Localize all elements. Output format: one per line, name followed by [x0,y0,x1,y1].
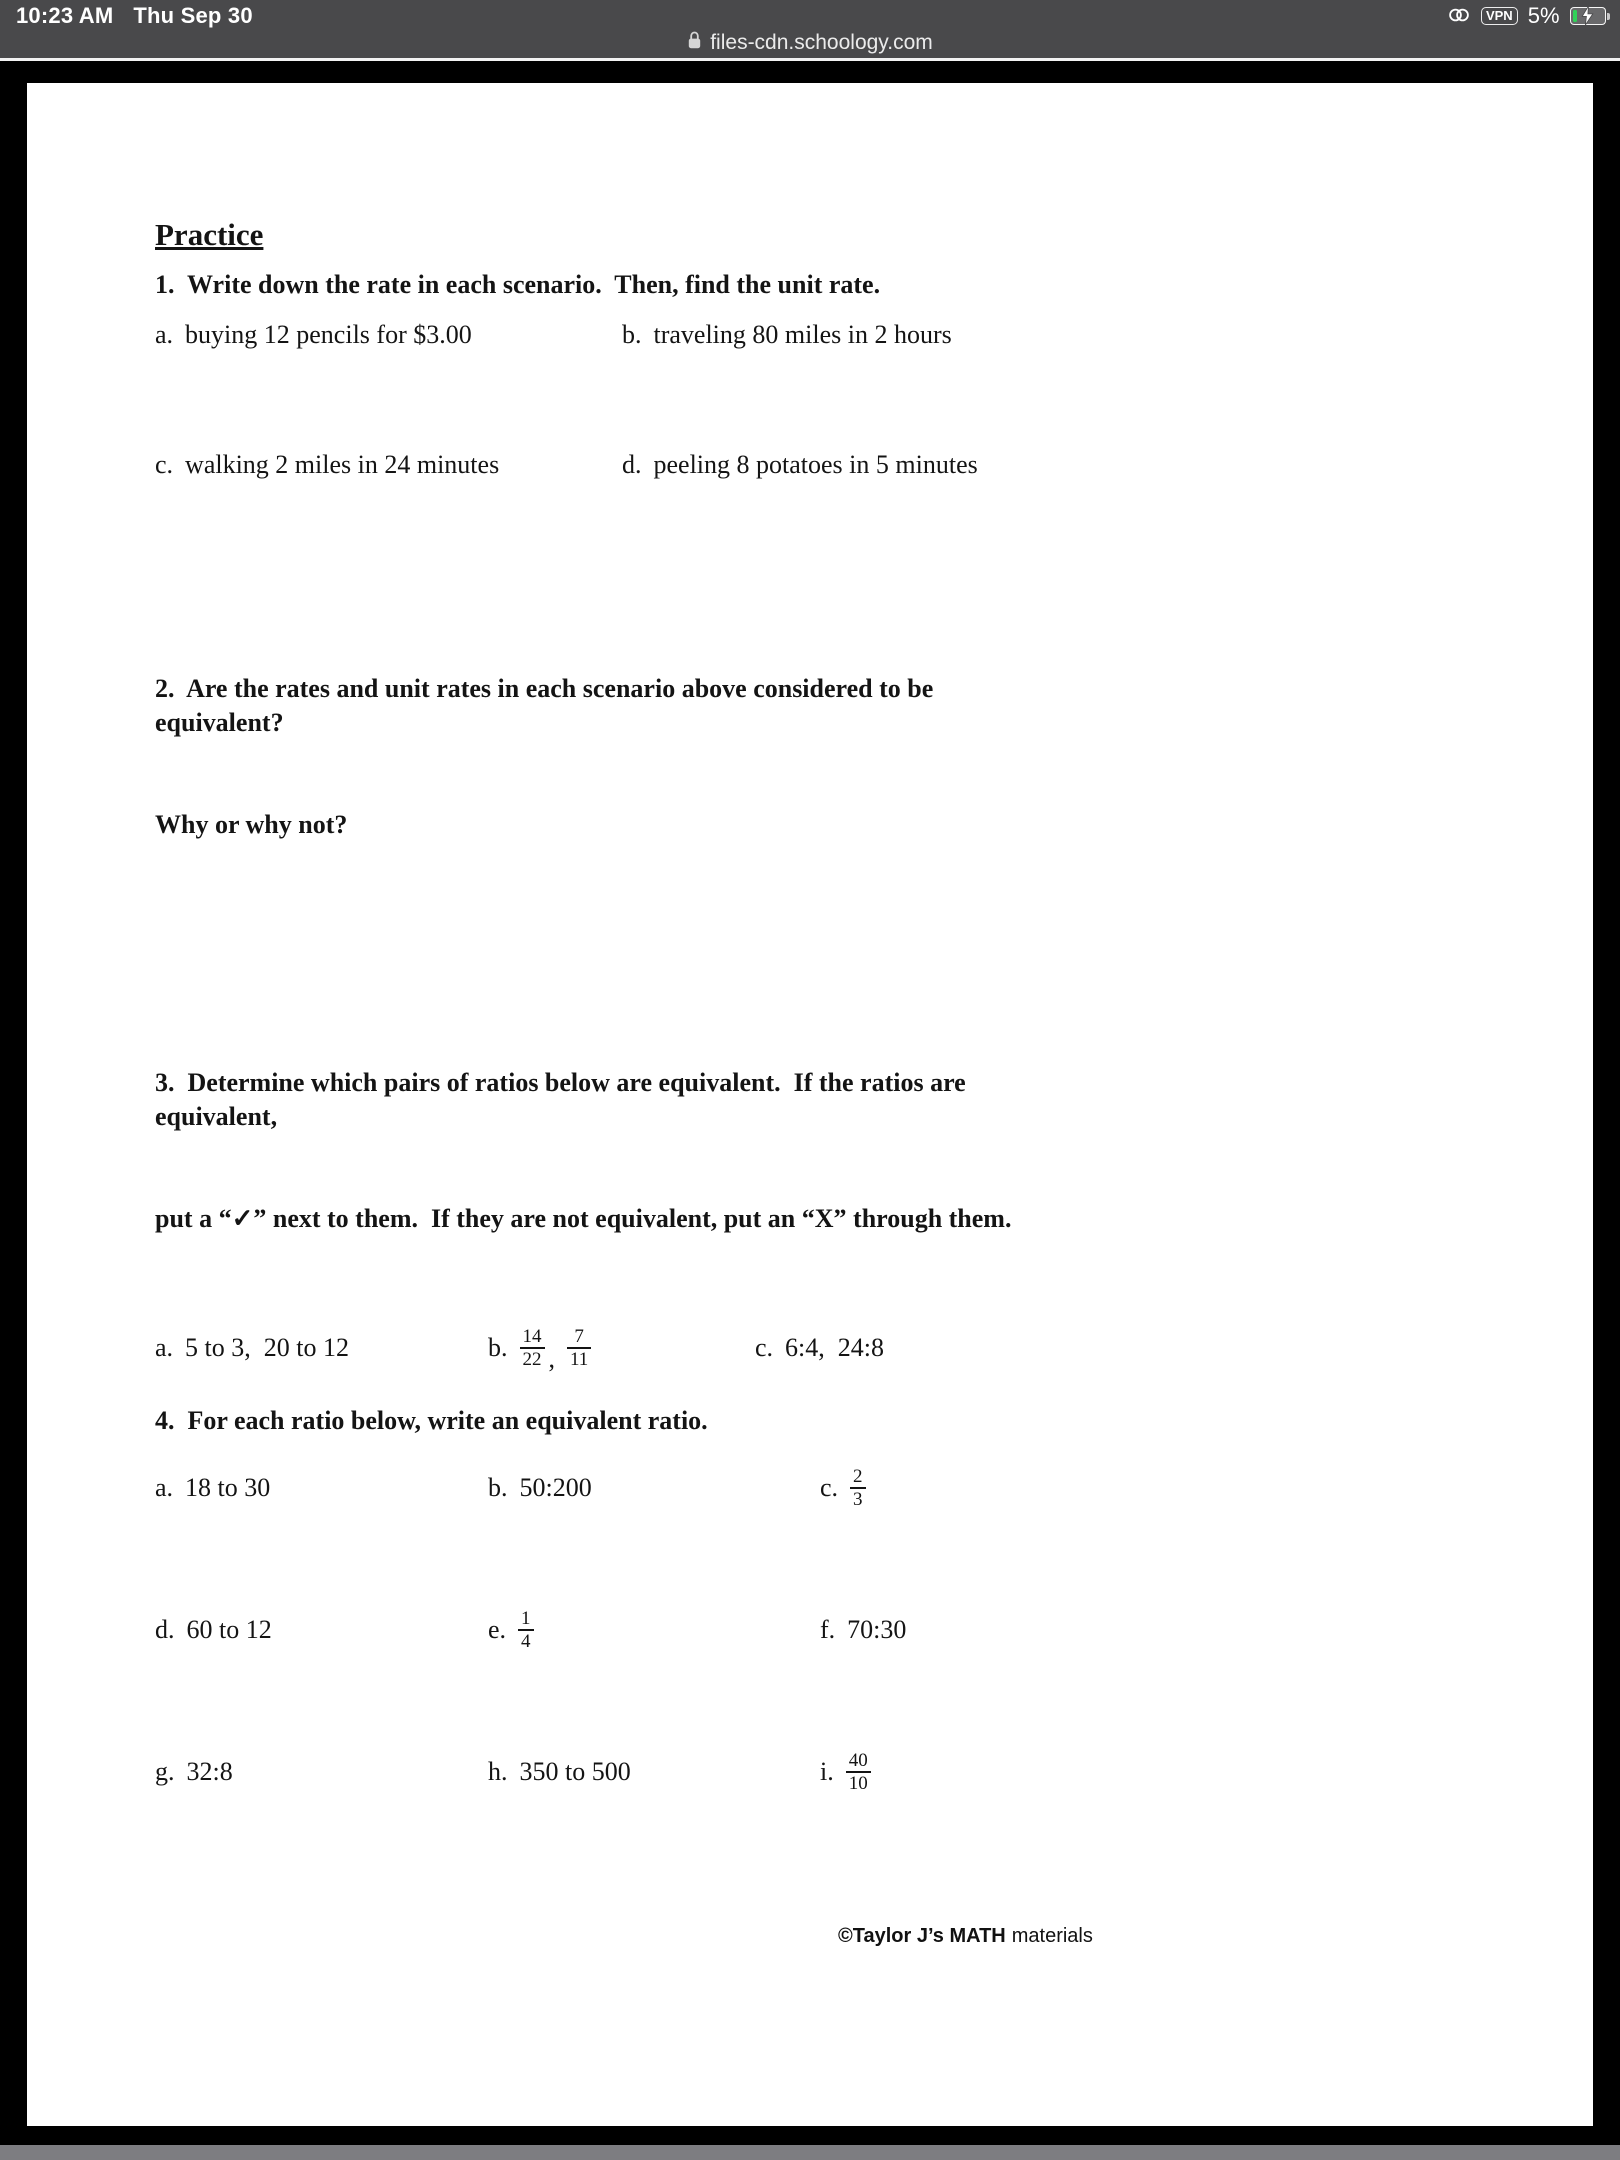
fraction-numerator: 40 [848,1750,868,1771]
item-text: 18 to 30 [185,1473,271,1502]
comma-separator: , [548,1344,555,1373]
question-4-row-def [155,1602,1543,1658]
question-1-row-cd [155,448,1543,482]
item-label: i. [820,1757,834,1786]
fraction-denominator: 22 [520,1347,545,1370]
fraction [846,1750,871,1794]
question-4-row-ghi [155,1744,1543,1800]
q4-item-g [155,1744,233,1800]
q4-item-d [155,1602,272,1658]
q1-item-d [622,448,978,482]
q3-item-b [488,1320,591,1376]
item-label: a. [155,1473,174,1502]
fraction-denominator: 10 [846,1771,871,1794]
item-text: 6:4, 24:8 [785,1333,884,1362]
copyright-suffix: materials [1011,1925,1093,1947]
item-label: b. [488,1473,508,1502]
item-label: h. [488,1757,508,1786]
q4-item-c [820,1460,866,1516]
address-bar[interactable] [0,29,1620,57]
url-domain: files-cdn.schoology.com [710,31,933,54]
item-label: b. [488,1333,508,1362]
item-text: peeling 8 potatoes in 5 minutes [653,450,978,479]
fraction-numerator: 1 [521,1608,531,1629]
item-label: e. [488,1615,507,1644]
item-text: 70:30 [847,1615,907,1644]
battery-percent: 5% [1527,3,1560,28]
q2-line-2: Why or why not? [155,810,348,839]
item-text: traveling 80 miles in 2 hours [653,320,952,349]
worksheet-title: Practice [155,217,264,252]
item-label: b. [622,320,642,349]
q1-item-b [622,318,952,352]
q1-item-a [155,318,472,352]
question-3-row [155,1320,1543,1376]
item-label: c. [755,1333,774,1362]
item-text: walking 2 miles in 24 minutes [185,450,500,479]
bottom-bar [0,2145,1620,2160]
fraction-numerator: 2 [853,1466,863,1487]
q4-item-a [155,1460,270,1516]
item-label: a. [155,1333,174,1362]
fraction [567,1326,591,1370]
item-text: 350 to 500 [519,1757,631,1786]
item-text: 60 to 12 [186,1615,272,1644]
q4-item-e [488,1602,534,1658]
top-bar [0,0,1620,58]
item-text: 32:8 [186,1757,233,1786]
charging-bolt-icon [1581,6,1594,25]
item-text: 5 to 3, 20 to 12 [185,1333,349,1362]
item-label: a. [155,320,174,349]
q1-item-c [155,448,499,482]
q4-item-h [488,1744,631,1800]
item-label: c. [155,450,174,479]
item-label: d. [155,1615,175,1644]
fraction-numerator: 7 [574,1326,584,1347]
q3-item-a [155,1320,349,1376]
q2-line-1: 2. Are the rates and unit rates in each scenario above considered to be equivalent? [155,674,940,737]
fraction [850,1466,866,1510]
item-text: buying 12 pencils for $3.00 [185,320,472,349]
hotspot-icon [1447,3,1471,29]
question-4-row-abc [155,1460,1543,1516]
item-label: d. [622,450,642,479]
worksheet-content [155,218,1543,1948]
q3-line-1: 3. Determine which pairs of ratios below are equivalent. If the ratios are equivalent, [155,1068,973,1131]
copyright-footer [838,1924,1543,1948]
item-label: c. [820,1473,839,1502]
lock-icon [687,30,702,56]
fraction-denominator: 3 [850,1487,866,1510]
fraction [518,1608,534,1652]
status-bar [0,2,1620,30]
vpn-badge: VPN [1481,7,1518,25]
question-1-prompt: 1. Write down the rate in each scenario. Then, find the unit rate. [155,270,881,299]
question-2-prompt [155,604,1055,910]
fraction-denominator: 11 [567,1347,591,1370]
copyright-brand: ©Taylor J’s MATH [838,1925,1006,1947]
q4-item-b [488,1460,592,1516]
fraction-denominator: 4 [518,1629,534,1652]
fraction-numerator: 14 [522,1326,542,1347]
document-page[interactable] [27,83,1593,2126]
toolbar-divider [0,58,1620,61]
question-4-prompt: 4. For each ratio below, write an equivalent ratio. [155,1406,708,1435]
fraction [520,1326,545,1370]
clock: 10:23 AM [16,3,114,28]
battery-charging-icon [1570,7,1611,25]
item-label: g. [155,1757,175,1786]
question-1-row-ab [155,318,1543,352]
item-text: 50:200 [519,1473,592,1502]
date: Thu Sep 30 [133,3,253,28]
q3-item-c [755,1320,884,1376]
q4-item-i [820,1744,871,1800]
q3-line-2: put a “✓” next to them. If they are not equivalent, put an “X” through them. [155,1204,1012,1233]
item-label: f. [820,1615,836,1644]
q4-item-f [820,1602,906,1658]
question-3-prompt [155,998,1055,1304]
